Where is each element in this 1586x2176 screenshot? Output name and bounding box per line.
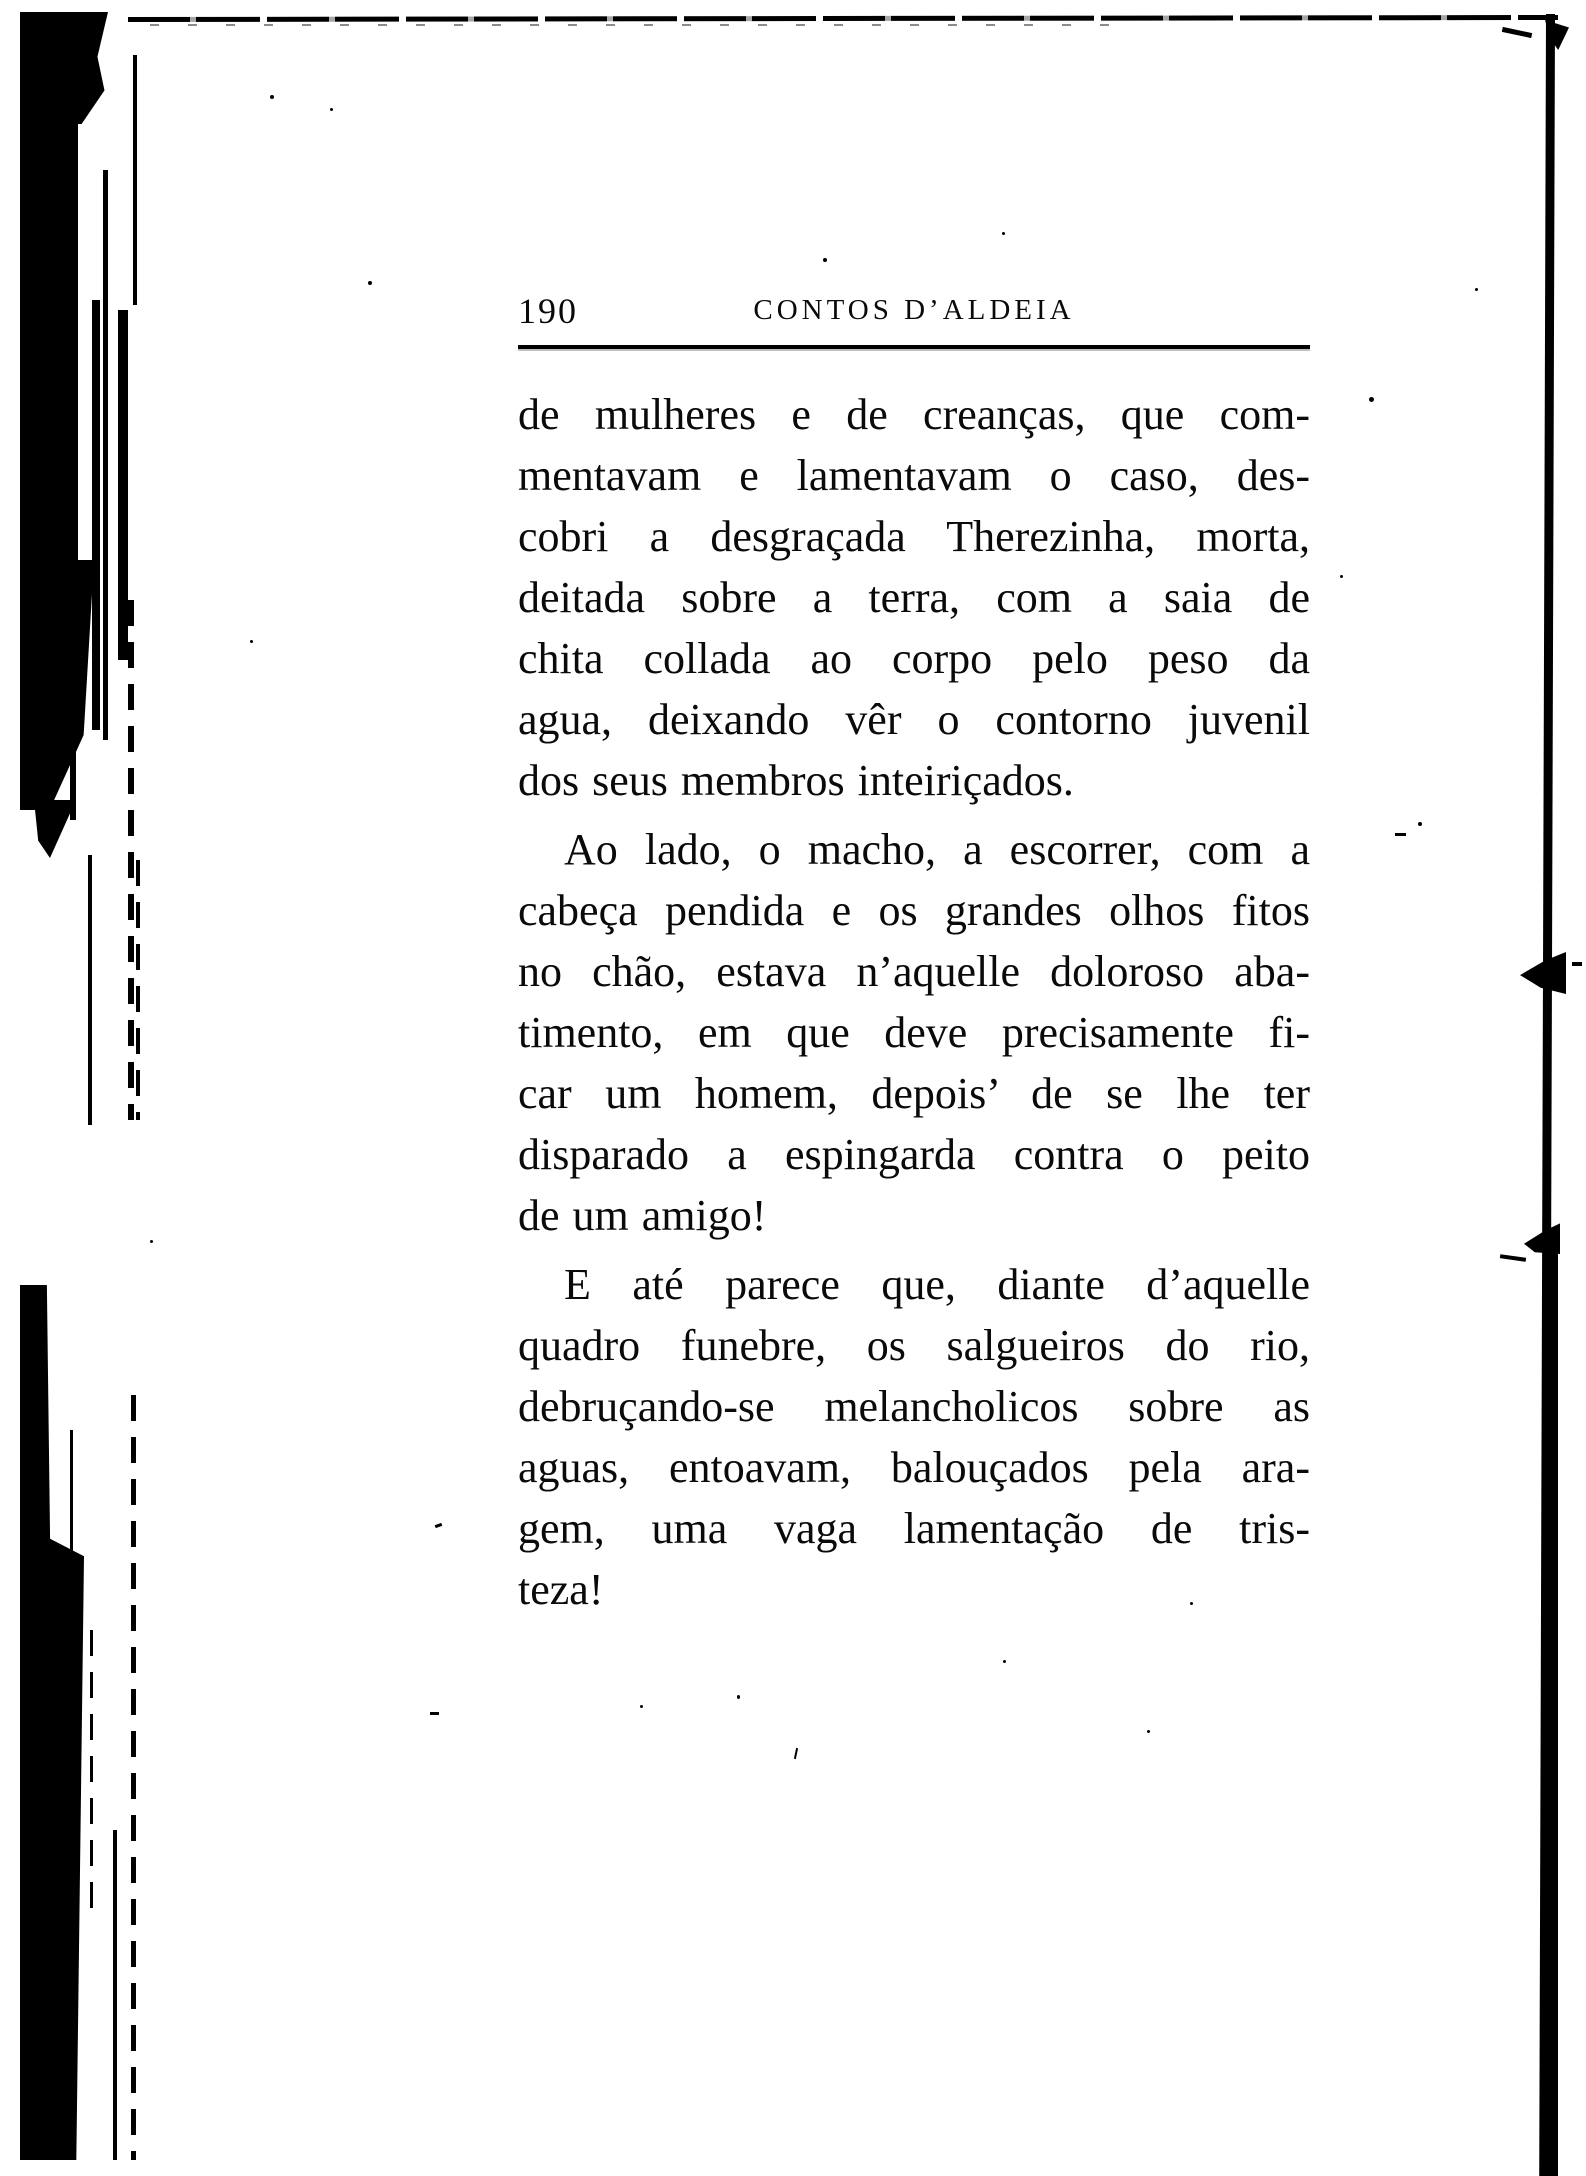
right-edge-ink-blob <box>1500 1254 1526 1262</box>
gutter-ink-artifact <box>20 1285 84 2160</box>
ink-speck <box>1002 232 1005 235</box>
ink-speck <box>330 108 333 111</box>
body-line: Ao lado, o macho, a escorrer, com a <box>564 825 1310 874</box>
body-line: aguas, entoavam, balouçados pela ara- <box>518 1443 1310 1492</box>
body-line: E até parece que, diante d’aquelle <box>564 1260 1310 1309</box>
gutter-streak-artifact <box>136 860 140 1120</box>
gutter-streak-artifact <box>88 855 92 1125</box>
ink-speck <box>1395 833 1406 836</box>
ink-speck <box>1147 1730 1150 1733</box>
ink-speck <box>430 1712 439 1715</box>
gutter-streak-artifact <box>92 300 100 730</box>
page-number: 190 <box>518 291 578 331</box>
gutter-streak-artifact <box>118 310 128 660</box>
gutter-streak-artifact <box>103 170 108 740</box>
ink-speck <box>250 640 253 643</box>
body-line: dos seus membros inteiriçados. <box>518 756 1074 805</box>
ink-speck <box>1369 397 1374 402</box>
body-line: deitada sobre a terra, com a saia de <box>518 573 1310 622</box>
body-line: cobri a desgraçada Therezinha, morta, <box>518 512 1310 561</box>
body-line: agua, deixando vêr o contorno juvenil <box>518 695 1310 744</box>
body-line: no chão, estava n’aquelle doloroso aba- <box>518 947 1310 996</box>
body-line: car um homem, depois’ de se lhe ter <box>518 1069 1310 1118</box>
right-edge-ink-blob <box>1502 27 1532 38</box>
gutter-streak-artifact <box>70 1430 73 2160</box>
page-header <box>518 288 1310 331</box>
ink-speck <box>435 1523 443 1528</box>
ink-speck <box>737 1695 740 1699</box>
body-line: quadro funebre, os salgueiros do rio, <box>518 1321 1310 1370</box>
ink-speck <box>1475 288 1478 291</box>
body-line: disparado a espingarda contra o peito <box>518 1130 1310 1179</box>
body-line: chita collada ao corpo pelo peso da <box>518 634 1310 683</box>
paragraph <box>518 819 1310 1246</box>
ink-speck <box>270 95 274 99</box>
gutter-streak-artifact <box>70 640 76 820</box>
body-line: teza! <box>518 1565 604 1614</box>
gutter-ink-artifact <box>20 560 94 810</box>
paragraph <box>518 1254 1310 1620</box>
right-edge-scan-line <box>1545 1252 1558 2176</box>
body-line: gem, uma vaga lamentação de tris- <box>518 1504 1310 1553</box>
ink-speck <box>794 1748 798 1759</box>
body-line: de um amigo! <box>518 1191 767 1240</box>
body-line: mentavam e lamentavam o caso, des- <box>518 451 1310 500</box>
ink-speck <box>640 1705 643 1708</box>
gutter-streak-artifact <box>133 55 137 305</box>
gutter-streak-artifact <box>128 600 134 1120</box>
top-edge-scan-line <box>128 15 1558 22</box>
body-line: timento, em que deve precisamente fi- <box>518 1008 1310 1057</box>
paragraph <box>518 384 1310 811</box>
ink-speck <box>368 281 372 285</box>
ink-speck <box>1340 575 1343 578</box>
body-line: de mulheres e de creanças, que com- <box>518 390 1310 439</box>
right-edge-ink-blob <box>1572 962 1582 966</box>
ink-speck <box>1418 822 1422 826</box>
page-text <box>518 384 1310 1620</box>
gutter-streak-artifact <box>90 1630 93 1920</box>
ink-speck <box>823 258 827 262</box>
top-edge-scan-line <box>150 24 1130 26</box>
gutter-streak-artifact <box>131 1395 136 2160</box>
ink-speck <box>150 1240 153 1243</box>
ink-speck <box>1003 1660 1006 1663</box>
body-line: cabeça pendida e os grandes olhos fitos <box>518 886 1310 935</box>
gutter-streak-artifact <box>113 1830 117 2160</box>
body-line: debruçando-se melancholicos sobre as <box>518 1382 1310 1431</box>
header-rule <box>518 345 1310 349</box>
running-title: CONTOS D’ALDEIA <box>753 294 1075 326</box>
